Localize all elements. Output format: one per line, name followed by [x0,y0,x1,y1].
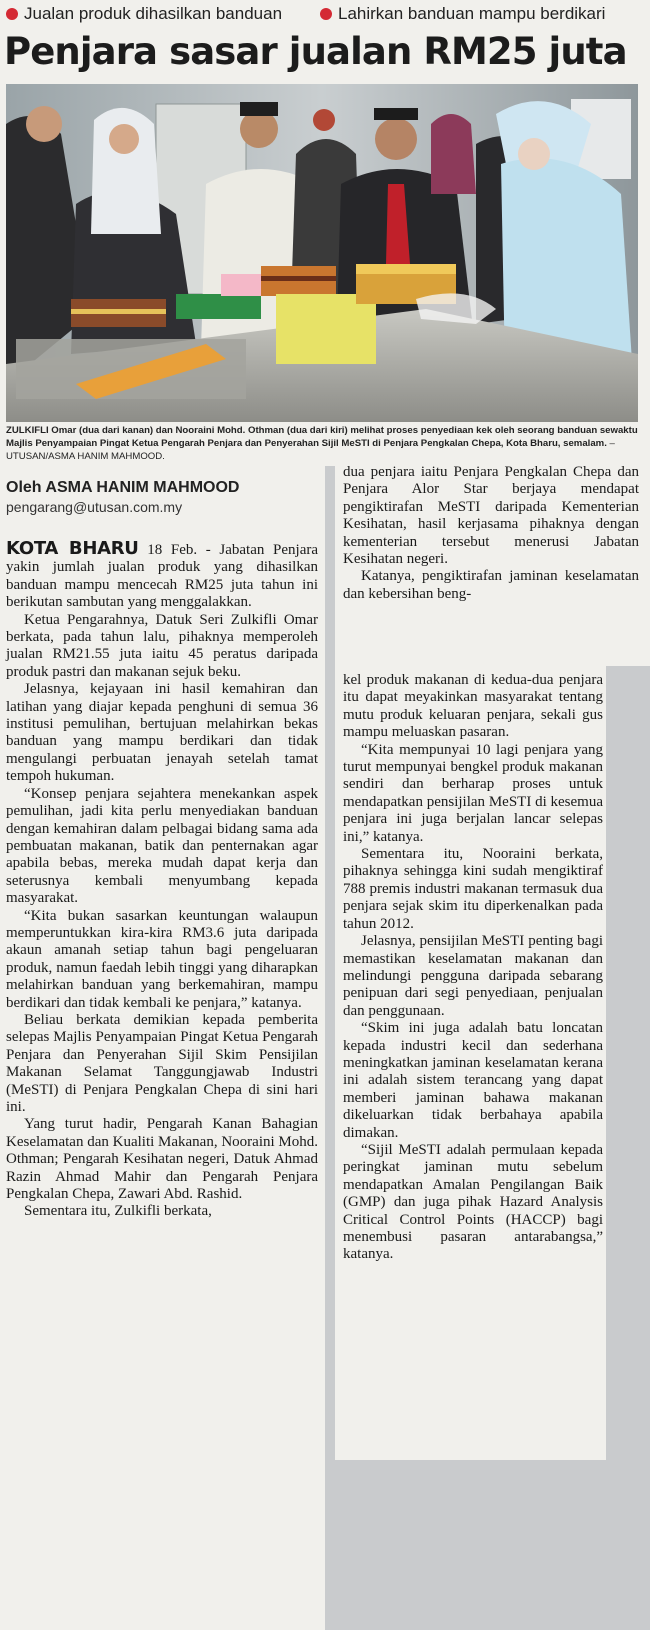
article-paragraph [6,540,318,612]
article-column-right-lower [343,672,603,1264]
article-paragraph: Jelasnya, kejayaan ini hasil kemahiran dan latihan yang diajar kepada penghuni di semua 36 institusi pemulihan, bertujuan melahirkan bekas banduan yang mampu berdikari dan tidak mengulangi perbuatan jenayah setelah tamat tempoh hukuman. [6,681,318,785]
article-paragraph: Ketua Pengarahnya, Datuk Seri Zulkifli Omar berkata, pada tahun lalu, pihaknya memperoleh jualan RM21.55 juta iaitu 45 peratus daripada produk pastri dan makanan sejuk beku. [6,611,318,680]
byline-name: Oleh ASMA HANIM MAHMOOD [6,479,240,496]
article-paragraph: Yang turut hadir, Pengarah Kanan Bahagian Keselamatan dan Kualiti Makanan, Nooraini Mohd. Othman; Pengarah Kesihatan negeri, Datuk Ahmad Razin Ahmad Mahir dan Pengarah Penjara Pengkalan Chepa, Zawari Abd. Rashid. [6,1116,318,1203]
byline [6,478,316,516]
news-photo [6,84,638,422]
article-paragraph: “Konsep penjara sejahtera menekankan aspek pemulihan, jadi kita perlu menyediakan banduan dengan kemahiran dalam pelbagai bidang sama ada pembuatan makanan, batik dan penternakan agar apabila bebas, mereka mudah dapat kerja dan seterusnya kembali menyumbang kepada masyarakat. [6,785,318,907]
article-paragraph: Katanya, pengiktirafan jaminan keselamatan dan kebersihan beng- [343,568,639,602]
caption-credit: – UTUSAN/ASMA HANIM MAHMOOD. [6,438,615,462]
article-paragraph: dua penjara iaitu Penjara Pengkalan Chepa dan Penjara Alor Star berjaya mendapat pengiktirafan MeSTI daripada Kementerian Kesihatan, hasil kerjasama pihaknya dengan kementerian tersebut menerusi Jabatan Kesihatan negeri. [343,464,639,568]
article-paragraph: kel produk makanan di kedua-dua penjara itu dapat meyakinkan masyarakat tentang mutu produk keluaran penjara, sekali gus mampu meluaskan pasaran. [343,672,603,741]
red-bullet-icon [320,8,332,20]
article-paragraph: “Sijil MeSTI adalah permulaan kepada peringkat jaminan mutu sebelum mendapatkan Amalan Pengilangan Baik (GMP) dan juga pihak Hazard Analysis Critical Control Points (HACCP) bagi menembusi pasaran antarabangsa,” katanya. [343,1141,603,1263]
article-paragraph: Jelasnya, pensijilan MeSTI penting bagi memastikan keselamatan makanan dan melindungi pengguna daripada sebarang penipuan dari segi penyediaan, penjualan dan penggunaan. [343,933,603,1019]
red-bullet-icon [6,8,18,20]
dateline: KOTA BHARU [6,538,139,559]
kicker-text: Jualan produk dihasilkan banduan [24,4,283,23]
caption-text: ZULKIFLI Omar (dua dari kanan) dan Nooraini Mohd. Othman (dua dari kiri) melihat proses penyediaan kek oleh seorang banduan sewaktu Majlis Penyampaian Pingat Ketua Pengarah Penjara dan Penyerahan Sijil MeSTI di Penjara Pengkalan Chepa, Kota Bharu, semalam. [6,425,638,449]
kicker-text: Lahirkan banduan mampu berdikari [338,4,606,23]
article-paragraph: Sementara itu, Nooraini berkata, pihaknya sehingga kini sudah mengiktiraf 788 premis industri makanan termasuk dua penjara sejak skim itu diperkenalkan pada tahun 2012. [343,846,603,932]
photo-caption [6,424,638,463]
article-paragraph: “Kita mempunyai 10 lagi penjara yang turut mempunyai bengkel produk makanan sendiri dan berharap proses untuk mendapatkan pensijilan MeSTI di kesemua penjara ini juga berjalan lancar selepas ini,” katanya. [343,741,603,845]
kicker-item [6,4,282,24]
kicker-bar [6,4,646,26]
lead-text: 18 Feb. - Jabatan Penjara yakin jumlah jualan produk yang dihasilkan banduan mampu mencecah RM25 juta tahun ini berikutan sambutan yang menggalakkan. [6,542,319,611]
byline-email: pengarang@utusan.com.my [6,499,183,515]
article-column-right-upper [343,464,639,603]
article-paragraph: Sementara itu, Zulkifli berkata, [24,1203,212,1220]
article-column-left [6,540,318,1221]
headline: Penjara sasar jualan RM25 juta [4,30,627,73]
kicker-item [320,4,605,24]
article-paragraph: Beliau berkata demikian kepada pemberita selepas Majlis Penyampaian Pingat Ketua Pengarah Penjara dan Penyerahan Sijil Skim Pensijilan Makanan Selamat Tanggungjawab Industri (MeSTI) di Penjara Pengkalan Chepa di sini hari ini. [6,1011,318,1115]
article-paragraph: “Kita bukan sasarkan keuntungan walaupun memperuntukkan kira-kira RM3.6 juta daripada akaun amanah setiap tahun bagi pengeluaran produk, namun faedah lebih tinggi yang diharapkan melahirkan banduan yang berkemahiran, mampu berdikari dan tidak kembali ke penjara,” katanya. [6,907,318,1011]
article-paragraph: “Skim ini juga adalah batu loncatan kepada industri kecil dan sederhana meningkatkan jaminan keselamatan kerana ini adalah sistem terancang yang dapat memberi jaminan bahawa makanan dikeluarkan tidak berbahaya apabila dimakan. [343,1020,603,1141]
